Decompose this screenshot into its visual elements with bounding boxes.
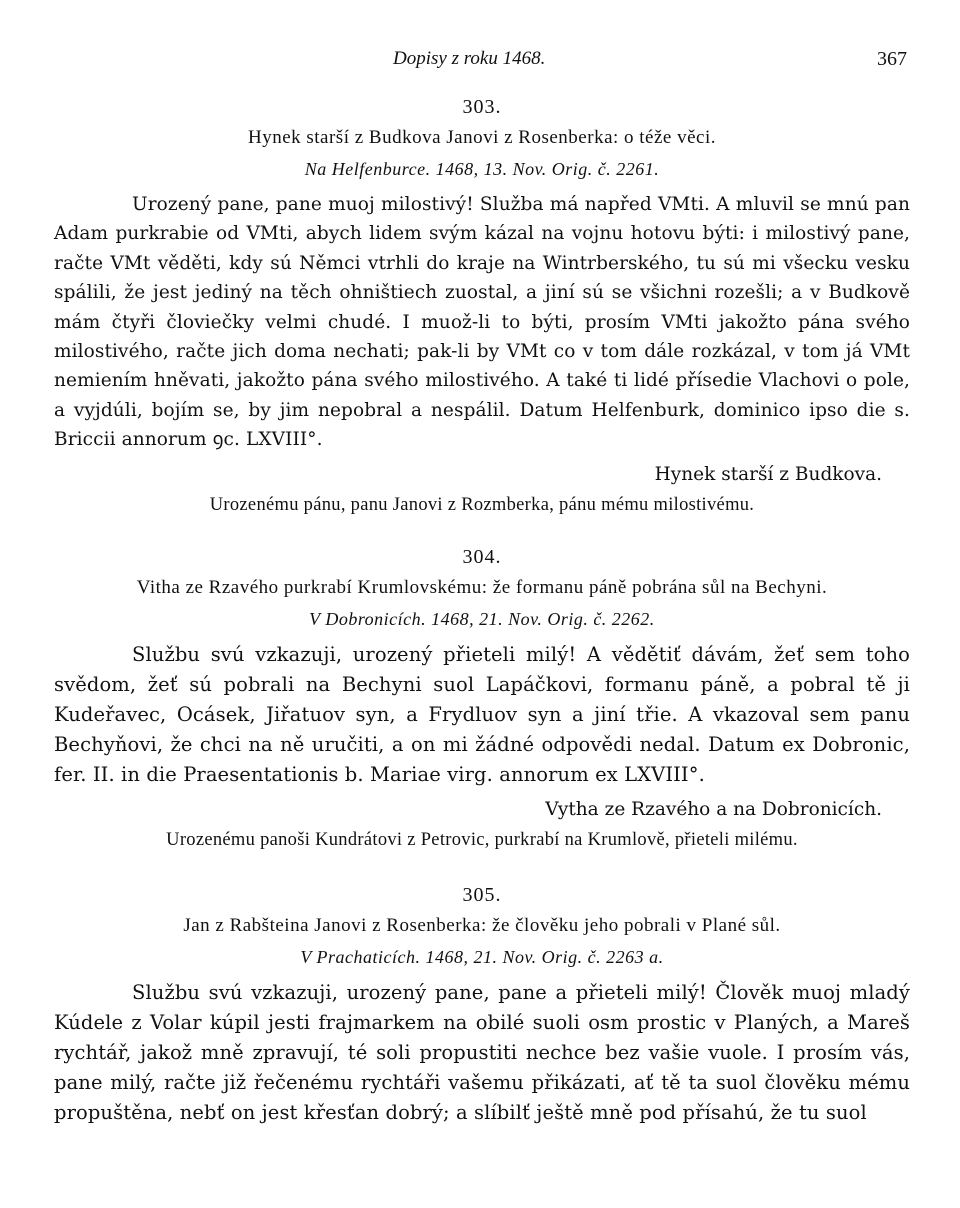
page-number: 367 xyxy=(877,48,907,70)
letter-source: V Dobronicích. 1468, 21. Nov. Orig. č. 2262. xyxy=(309,609,655,629)
letter-303 xyxy=(54,92,910,519)
letter-signature: Vytha ze Rzavého a na Dobronicích. xyxy=(545,799,882,820)
letter-address: Urozenému panoši Kundrátovi z Petrovic, purkrabí na Krumlově, přieteli milému. xyxy=(166,830,798,850)
letter-source: Na Helfenburce. 1468, 13. Nov. Orig. č. 2261. xyxy=(304,159,660,179)
letter-number: 303. xyxy=(462,96,502,118)
running-title: Dopisy z roku 1468. xyxy=(393,48,546,69)
letter-body: Službu svú vzkazuji, urozený pane, pane a přieteli milý! Člověk muoj mladý Kúdele z Volar kúpil jesti frajmarkem na obilé suoli osm prostic v Planých, a Mareš rychtář, jakož mně zpravují, té soli propustiti nechce bez vašie vuole. I prosím vás, pane milý, račte již řečenému rychtáři vašemu přikázati, ať tě ta suol člověku mému propuštěna, nebť on jest křesťan dobrý; a slíbilť ještě mně pod přísahú, že tu suol xyxy=(54,981,910,1124)
letter-304 xyxy=(54,542,910,854)
letter-body: Urozený pane, pane muoj milostivý! Služba má napřed VMti. A mluvil se mnú pan Adam purkrabie od VMti, abych lidem svým kázal na vojnu hotovu býti: i milostivý pane, račte VMt věděti, kdy sú Němci vtrhli do kraje na Wintrberského, tu sú mi všecku vesku spálili, že jest jediný na těch ohništiech zuostal, a jiní sú se všichni rozešli; a v Budkově mám čtyři človiečky velmi chudé. I muož-li to býti, prosím VMti jakožto pána svého milostivého, račte jich doma nechati; pak-li by VMt co v tom dále rozkázal, v tom já VMt nemiením hněvati, jakožto pána svého milostivého. A také ti lidé přísedie Vlachovi o pole, a vyjdúli, bojím se, by jim nepobral a nespálil. Datum Helfenburk, dominico ipso die s. Briccii annorum ꝯc. LXVIII°. xyxy=(54,194,910,451)
letter-number: 305. xyxy=(462,884,502,906)
letter-summary: Jan z Rabšteina Janovi z Rosenberka: že člověku jeho pobrali v Plané sůl. xyxy=(183,915,781,936)
letter-body: Službu svú vzkazuji, urozený přieteli milý! A vědětiť dávám, žeť sem toho svědom, žeť sú pobrali na Bechyni suol Lapáčkovi, formanu páně, a pobral tě ji Kudeřavec, Ocásek, Jiřatuov syn, a Frydluov syn a jiní třie. A vkazoval sem panu Bechyňovi, že chci na ně uručiti, a on mi žádné odpovědi nedal. Datum ex Dobronic, fer. II. in die Praesentationis b. Mariae virg. annorum ex LXVIII°. xyxy=(54,643,910,786)
letter-summary: Vitha ze Rzavého purkrabí Krumlovskému: že formanu páně pobrána sůl na Bechyni. xyxy=(136,577,828,598)
running-header xyxy=(0,44,960,74)
letter-signature: Hynek starší z Budkova. xyxy=(654,463,882,485)
letter-number: 304. xyxy=(462,546,502,568)
letter-summary: Hynek starší z Budkova Janovi z Rosenberka: o téže věci. xyxy=(247,127,717,148)
letter-address: Urozenému pánu, panu Janovi z Rozmberka, pánu mému milostivému. xyxy=(209,494,755,515)
letter-source: V Prachaticích. 1468, 21. Nov. Orig. č. 2263 a. xyxy=(300,947,664,967)
letter-305 xyxy=(54,880,910,1128)
